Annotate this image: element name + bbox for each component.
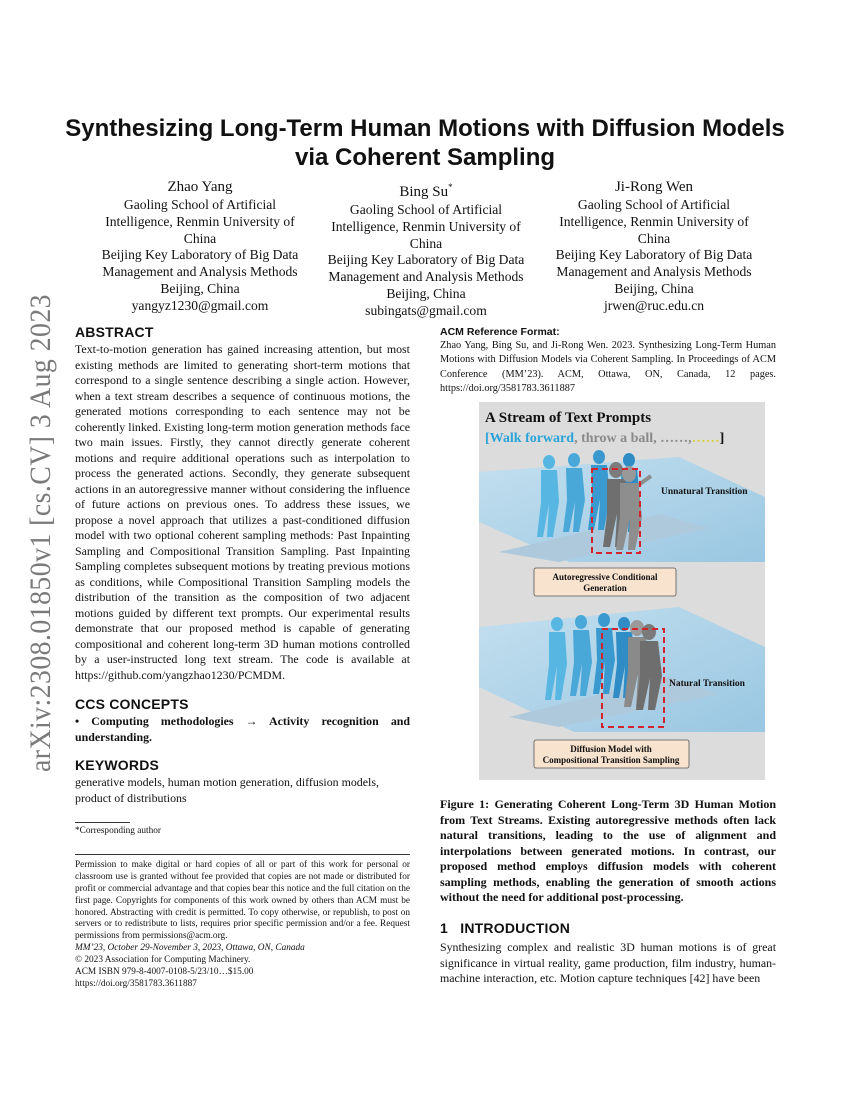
intro-number: 1 [440,920,448,936]
keywords-heading: KEYWORDS [75,757,160,773]
footnote-rule [75,822,130,823]
affiliation-line: Management and Analysis Methods [556,264,752,280]
affiliation-line: China [409,235,443,251]
prompt-stream: [Walk forward, throw a ball, ……,……] [485,431,725,446]
author-email: jrwen@ruc.edu.cn [603,297,705,313]
affiliation-line: Beijing, China [160,280,240,296]
affiliation-line: China [637,230,671,246]
figure-1 [479,402,765,780]
author-email: yangyz1230@gmail.com [131,297,269,313]
permission-text: Permission to make digital or hard copies of all or part of this work for personal or classroom use is granted without fee provided that copies are not made or distributed for profit or commercial advantage and that copies bear this notice and the full citation on the first page. Copyrights for components of this work owned by others than ACM must be honored. Abstracting with credit is permitted. To copy otherwise, or republish, to post on servers or to redistribute to lists, requires prior specific permission and/or a fee. Request permissions from permissions@acm.org. [75,859,410,942]
ref-format-text: Zhao Yang, Bing Su, and Ji-Rong Wen. 2023. Synthesizing Long-Term Human Motions with Diffusion Models via Coherent Sampling. In Proceedings of ACM Conference (MM’23). ACM, Ottawa, ON, Canada, 12 pages. https://doi.org/3581783.3611887 [440,340,776,394]
affiliation-line: Beijing, China [614,280,694,296]
affiliation-line: China [183,230,217,246]
author-name: Bing Su* [399,182,453,200]
affiliation-line: Gaoling School of Artificial [123,197,277,212]
abstract-heading: ABSTRACT [75,324,154,340]
autoregressive-label-2: Generation [583,583,627,593]
author-name: Zhao Yang [167,179,233,195]
author-name: Ji-Rong Wen [614,179,694,195]
autoregressive-label-1: Autoregressive Conditional [552,572,658,582]
copyright-line: © 2023 Association for Computing Machinery. [75,955,251,966]
arxiv-stamp-text: arXiv:2308.01850v1 [cs.CV] 3 Aug 2023 [24,290,57,772]
abstract-text: Text-to-motion generation has gained increasing attention, but most existing methods are limited to generating short-term motions that correspond to a single sentence describing a single action. However, when a text stream describes a sequence of continuous motions, the generated motions corresponding to each sentence may not be coherently linked. Existing long-term motion generation methods face two main issues. Firstly, they cannot directly generate coherent motions and require additional operations such as interpolation to process the generated actions. Secondly, they generate subsequent actions in an autoregressive manner without considering the influence of future actions on previous ones. To address these issues, we propose a novel approach that utilizes a past-conditioned diffusion model with two optional coherent sampling methods: Past Inpainting Sampling and Compositional Transition Sampling. Past Inpainting Sampling completes subsequent motions by treating previous motions as conditions, while Compositional Transition Sampling models the distribution of the transition as the composition of two adjacent motions guided by different text prompts. Our experimental results demonstrate that our proposed method is capable of generating compositional and coherent long-term 3D human motions controlled by a user-instructed long text stream. The code is available at https://github.com/yangzhao1230/PCMDM. [75,342,410,682]
affiliation-line: Intelligence, Renmin University of [331,218,521,234]
author-block-1 [86,178,314,315]
diffusion-label-2: Compositional Transition Sampling [542,755,680,765]
isbn-line: ACM ISBN 979-8-4007-0108-5/23/10…$15.00 [75,967,254,978]
conference-line: MM’23, October 29-November 3, 2023, Ottawa, ON, Canada [75,943,305,954]
left-column [75,324,410,991]
intro-text: Synthesizing complex and realistic 3D human motions is of great significance in virtual reality, game production, film industry, human-machine interaction, etc. Motion capture techniques [42] have been [440,940,776,985]
ccs-text: • Computing methodologies → Activity recognition and understanding. [75,714,410,744]
unnatural-transition-label: Unnatural Transition [661,487,748,497]
natural-transition-label: Natural Transition [669,679,745,689]
affiliation-line: Beijing, China [386,285,466,301]
affiliation-line: Gaoling School of Artificial [349,202,503,217]
paper-title [60,114,790,172]
affiliation-line: Intelligence, Renmin University of [559,213,749,229]
intro-heading [440,920,776,936]
author-block-3 [540,178,768,315]
title-line-1: Synthesizing Long-Term Human Motions with Diffusion Models [65,115,785,142]
figure-title: A Stream of Text Prompts [485,410,652,426]
affiliation-line: Beijing Key Laboratory of Big Data [327,252,525,268]
affiliation-line: Management and Analysis Methods [328,269,524,285]
ccs-heading: CCS CONCEPTS [75,696,189,712]
doi-line: https://doi.org/3581783.3611887 [75,978,197,989]
author-email: subingats@gmail.com [365,302,487,318]
affiliation-line: Intelligence, Renmin University of [105,213,295,229]
affiliation-line: Gaoling School of Artificial [577,197,731,212]
corresponding-mark: * [448,182,453,192]
right-column [440,326,776,396]
permission-rule [75,854,410,855]
affiliation-line: Management and Analysis Methods [102,264,298,280]
footnote: *Corresponding author [75,826,161,836]
title-line-2: via Coherent Sampling [294,144,556,171]
diffusion-label-1: Diffusion Model with [570,744,652,754]
affiliation-line: Beijing Key Laboratory of Big Data [101,247,299,263]
keywords-text: generative models, human motion generation, diffusion models, product of distributions [75,775,379,805]
ref-format-heading: ACM Reference Format: [440,326,560,338]
intro-title: INTRODUCTION [460,920,571,936]
figure-caption: Figure 1: Generating Coherent Long-Term 3D Human Motion from Text Streams. Existing autoregressive methods often lack natural transitions, leading to the use of alignment and interpolations between generated motions. In contrast, our proposed method employs diffusion models with coherent sampling methods, enabling the generation of smooth actions without the need for additional post-processing. [440,797,776,904]
author-block-2 [312,178,540,320]
arxiv-stamp [12,290,62,780]
figure-illustration [479,402,765,780]
affiliation-line: Beijing Key Laboratory of Big Data [555,247,753,263]
introduction-section [440,920,776,987]
